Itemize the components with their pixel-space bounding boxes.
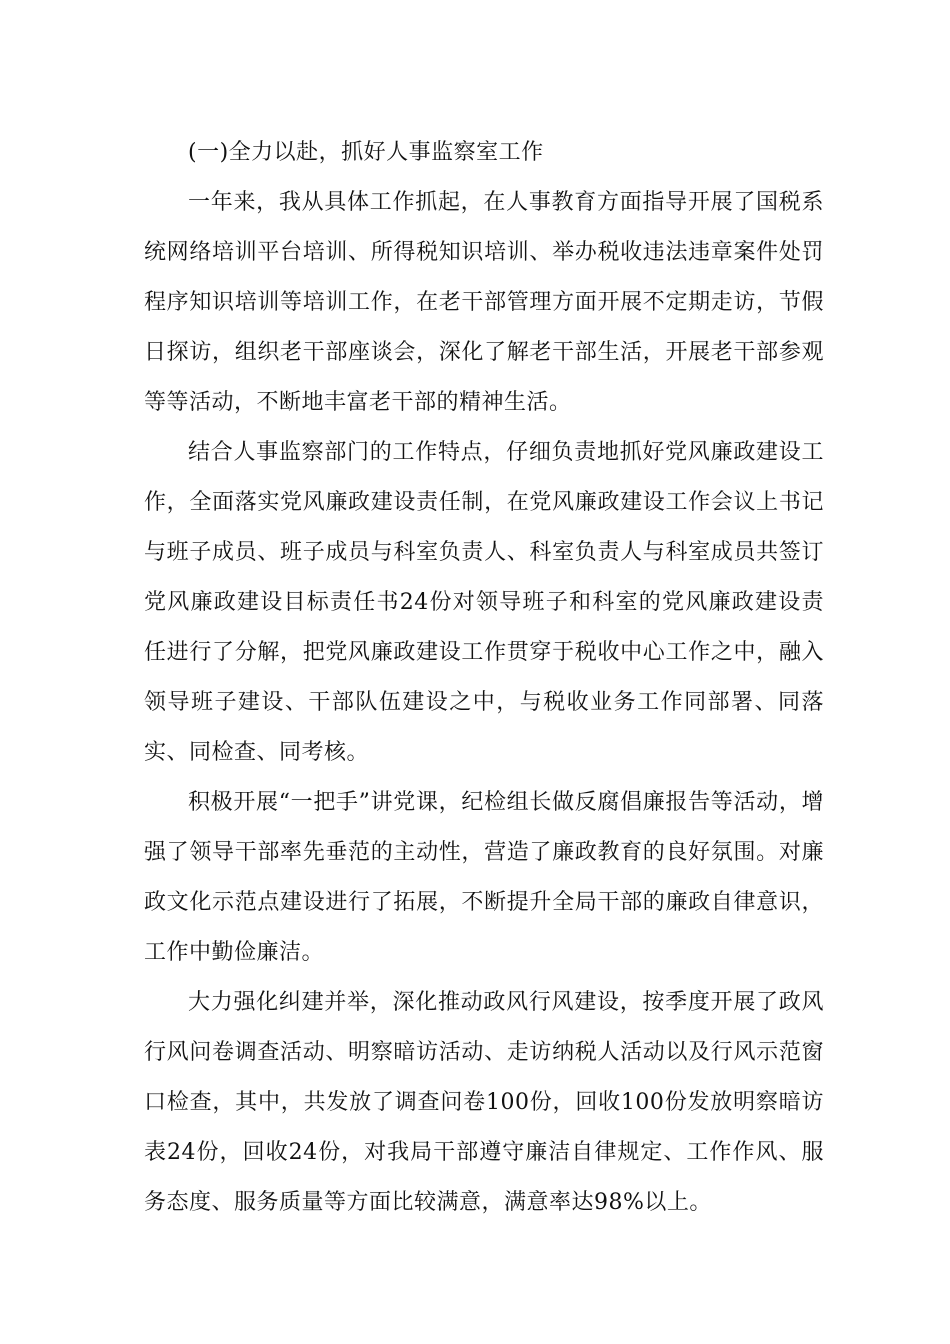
paragraph-veteran-cadre-work: 一年来，我从具体工作抓起，在人事教育方面指导开展了国税系统网络培训平台培训、所得税知识培训、举办税收违法违章案件处罚程序知识培训等培训工作，在老干部管理方面开展不定期走访，节假日探访，组织老干部座谈会，深化了解老干部生活，开展老干部参观等等活动，不断地丰富老干部的精神生活。 xyxy=(144,190,824,415)
section-heading: (一)全力以赴，抓好人事监察室工作 xyxy=(188,140,544,165)
paragraph-integrity-responsibility: 结合人事监察部门的工作特点，仔细负责地抓好党风廉政建设工作，全面落实党风廉政建设责任制，在党风廉政建设工作会议上书记与班子成员、班子成员与科室负责人、科室负责人与科室成员共签订党风廉政建设目标责任书24份对领导班子和科室的党风廉政建设责任进行了分解，把党风廉政建设工作贯穿于税收中心工作之中，融入领导班子建设、干部队伍建设之中，与税收业务工作同部署、同落实、同检查、同考核。 xyxy=(144,440,824,765)
paragraph-integrity-education: 积极开展“一把手”讲党课，纪检组长做反腐倡廉报告等活动，增强了领导干部率先垂范的主动性，营造了廉政教育的良好氛围。对廉政文化示范点建设进行了拓展，不断提升全局干部的廉政自律意识，工作中勤俭廉洁。 xyxy=(144,790,824,965)
document-body xyxy=(144,128,824,1228)
paragraph-conduct-survey: 大力强化纠建并举，深化推动政风行风建设，按季度开展了政风行风问卷调查活动、明察暗访活动、走访纳税人活动以及行风示范窗口检查，其中，共发放了调查问卷100份，回收100份发放明察暗访表24份，回收24份，对我局干部遵守廉洁自律规定、工作作风、服务态度、服务质量等方面比较满意，满意率达98%以上。 xyxy=(144,990,824,1215)
